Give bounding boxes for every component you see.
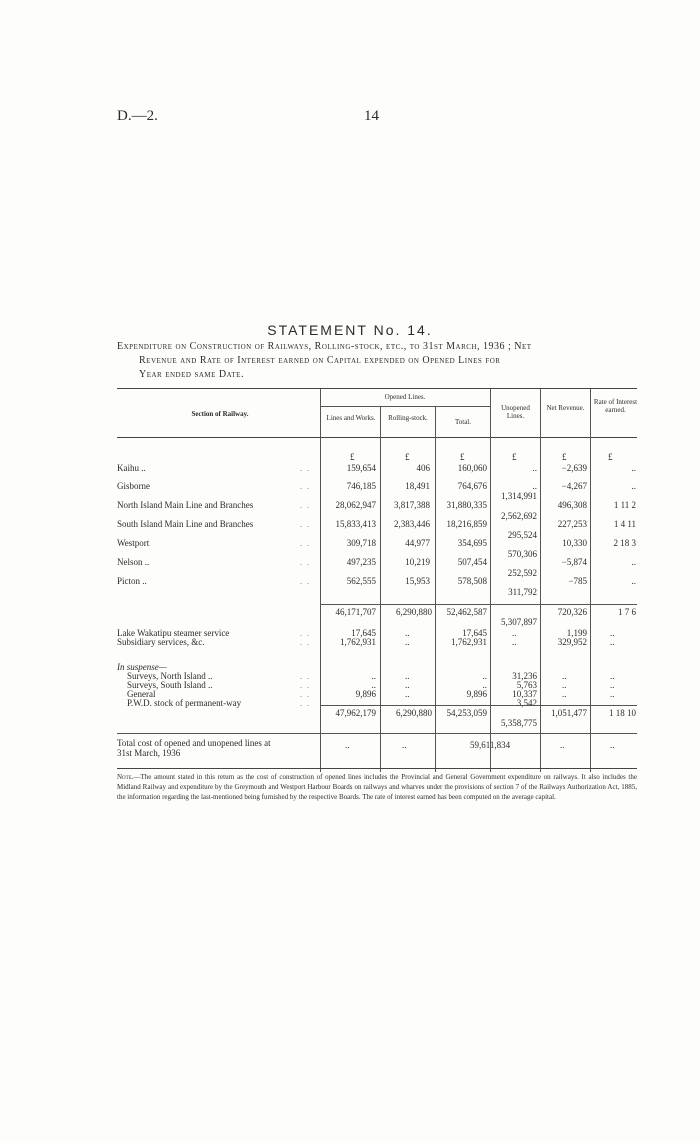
note-label: Note.: [117, 773, 134, 781]
subtitle-line-3: Year ended same Date.: [139, 369, 244, 380]
row-lines-works: 17,645: [351, 628, 376, 638]
row-total: ..: [482, 680, 487, 690]
grand-total-label-2: 31st March, 1936: [117, 748, 181, 758]
row-rolling-stock: ..: [405, 671, 410, 681]
row-total: 764,676: [457, 481, 487, 491]
subtotal-rule: [320, 604, 637, 605]
subtotal1-lw: 46,171,707: [335, 607, 376, 617]
row-total: 578,508: [457, 576, 487, 586]
row-rate: ..: [631, 557, 636, 567]
row-dots: ..: [300, 501, 314, 510]
row-unopened: 311,792: [508, 587, 537, 597]
suspense-label: In suspense—: [117, 662, 167, 672]
row-rolling-stock: 15,953: [405, 576, 430, 586]
grand-total-label-1: Total cost of opened and unopened lines at: [117, 738, 271, 748]
row-unopened: ..: [512, 637, 517, 647]
row-label: Kaihu ..: [117, 463, 146, 473]
row-rate: ..: [631, 463, 636, 473]
pound-sign: £: [608, 452, 613, 462]
row-label: North Island Main Line and Branches: [117, 500, 254, 510]
row-rate: ..: [631, 576, 636, 586]
grand-total-value: 59,611,834: [470, 740, 511, 750]
header-opened: Opened Lines.: [384, 393, 426, 401]
subtotal2-unop: 5,358,775: [501, 718, 537, 728]
subtotal1-unop: 5,307,897: [501, 617, 537, 627]
subtotal1-net: 720,326: [557, 607, 587, 617]
grand-lw: ..: [345, 740, 350, 750]
page-number: 14: [364, 108, 379, 124]
row-unopened: 5,763: [516, 680, 537, 690]
pound-sign: £: [512, 452, 517, 462]
col-divider: [590, 389, 591, 442]
row-label: Westport: [117, 538, 150, 548]
row-rate: ..: [610, 671, 615, 681]
row-dots: ..: [300, 638, 314, 647]
row-label: Lake Wakatipu steamer service: [117, 628, 230, 638]
row-rate: 1 4 11: [613, 519, 636, 529]
pound-sign: £: [562, 452, 567, 462]
row-unopened: 570,306: [507, 549, 537, 559]
row-rate: ..: [610, 689, 615, 699]
row-unopened: ..: [532, 481, 537, 491]
col-divider: [490, 389, 491, 442]
row-rate: ..: [631, 481, 636, 491]
row-total: 354,695: [457, 538, 487, 548]
row-unopened: 252,592: [507, 568, 537, 578]
subtotal2-net: 1,051,477: [551, 708, 587, 718]
header-unopened: Unopened Lines.: [501, 404, 530, 420]
row-dots: ..: [300, 558, 314, 567]
row-dots: ..: [300, 690, 314, 699]
row-unopened: 10,337: [512, 689, 537, 699]
row-total: ..: [482, 698, 487, 708]
row-label: General: [127, 689, 156, 699]
opened-divider: [320, 406, 490, 407]
subtotal2-tot: 54,253,059: [446, 708, 487, 718]
row-rolling-stock: ..: [405, 637, 410, 647]
row-total: 9,896: [466, 689, 487, 699]
header-lines-works: Lines and Works.: [326, 414, 376, 422]
row-net-revenue: −4,267: [561, 481, 587, 491]
row-unopened: ..: [512, 628, 517, 638]
row-total: ..: [482, 671, 487, 681]
row-net-revenue: ..: [562, 689, 567, 699]
note-text: —The amount stated in this return as the cost of construction of opened lines includes the Provincial and General Government expenditure on railways. It also includes the Midland Railway and expenditure by the Greymouth and Westport Harbour Boards on railways and wharves under the provisions of section 7 of the Railways Authorization Act, 1885, the information regarding the last-mentioned being furnished by the respective Boards. The rate of interest earned has been computed on the average capital.: [117, 773, 637, 801]
row-rate: ..: [610, 680, 615, 690]
row-unopened: 295,524: [507, 530, 537, 540]
row-dots: ..: [300, 520, 314, 529]
row-lines-works: 746,185: [346, 481, 376, 491]
row-label: Surveys, South Island ..: [127, 680, 213, 690]
row-unopened: 3,542: [516, 698, 537, 708]
row-lines-works: 9,896: [355, 689, 376, 699]
header-rate: Rate of Interest earned.: [593, 398, 638, 414]
row-total: 160,060: [457, 463, 487, 473]
pound-sign: £: [405, 452, 410, 462]
grand-net: ..: [560, 740, 565, 750]
subtotal2-rs: 6,290,880: [396, 708, 432, 718]
header-section: Section of Railway.: [191, 410, 249, 418]
row-dots: ..: [300, 672, 314, 681]
row-unopened: ..: [532, 463, 537, 473]
row-rolling-stock: 406: [416, 463, 430, 473]
row-dots: ..: [300, 539, 314, 548]
row-lines-works: 159,654: [346, 463, 376, 473]
row-net-revenue: ..: [562, 671, 567, 681]
row-rolling-stock: 44,977: [405, 538, 430, 548]
row-lines-works: 15,833,413: [335, 519, 376, 529]
row-rolling-stock: 3,817,388: [394, 500, 430, 510]
row-lines-works: 497,235: [346, 557, 376, 567]
row-label: South Island Main Line and Branches: [117, 519, 254, 529]
row-net-revenue: −2,639: [561, 463, 587, 473]
grand-rs: ..: [402, 740, 407, 750]
row-rolling-stock: ..: [405, 680, 410, 690]
row-rate: ..: [610, 698, 615, 708]
row-unopened: 1,314,991: [501, 491, 537, 501]
grand-rate: ..: [610, 740, 615, 750]
row-label: Picton ..: [117, 576, 147, 586]
row-rolling-stock: ..: [405, 698, 410, 708]
row-lines-works: 562,555: [346, 576, 376, 586]
row-rate: ..: [610, 628, 615, 638]
row-label: Nelson ..: [117, 557, 150, 567]
row-rolling-stock: 18,491: [405, 481, 430, 491]
row-net-revenue: 1,199: [566, 628, 587, 638]
header-total: Total.: [454, 418, 472, 426]
row-total: 17,645: [462, 628, 487, 638]
row-lines-works: 28,062,947: [335, 500, 376, 510]
footnote: [117, 772, 637, 802]
pound-sign: £: [350, 452, 355, 462]
row-net-revenue: 329,952: [557, 637, 587, 647]
table-bottom-rule: [117, 768, 637, 769]
row-dots: ..: [300, 464, 314, 473]
statement-title: STATEMENT No. 14.: [267, 322, 433, 338]
row-net-revenue: −785: [568, 576, 587, 586]
row-label: Gisborne: [117, 481, 150, 491]
col-divider: [540, 389, 541, 442]
subtotal1-tot: 52,462,587: [446, 607, 487, 617]
row-dots: ..: [300, 699, 314, 708]
row-lines-works: 309,718: [346, 538, 376, 548]
row-lines-works: ..: [371, 698, 376, 708]
header-net-revenue: Net Revenue.: [546, 404, 585, 412]
row-net-revenue: 496,308: [557, 500, 587, 510]
row-total: 1,762,931: [451, 637, 487, 647]
row-net-revenue: ..: [562, 680, 567, 690]
row-lines-works: ..: [371, 671, 376, 681]
row-rolling-stock: ..: [405, 689, 410, 699]
col-divider: [435, 406, 436, 442]
subtotal1-rs: 6,290,880: [396, 607, 432, 617]
subtitle-line-2: Revenue and Rate of Interest earned on Capital expended on Opened Lines for: [139, 355, 501, 366]
subtitle-line-1: Expenditure on Construction of Railways, Rolling-stock, etc., to 31st March, 1936 ; Net: [117, 341, 532, 352]
row-dots: ..: [300, 577, 314, 586]
pound-sign: £: [460, 452, 465, 462]
row-rolling-stock: ..: [405, 628, 410, 638]
row-total: 18,216,859: [446, 519, 487, 529]
row-dots: ..: [300, 681, 314, 690]
row-lines-works: ..: [371, 680, 376, 690]
subtotal2-rate: 1 18 10: [609, 708, 636, 718]
row-rate: 1 11 2: [613, 500, 636, 510]
row-label: P.W.D. stock of permanent-way: [127, 698, 242, 708]
row-net-revenue: 10,330: [562, 538, 587, 548]
row-dots: ..: [300, 482, 314, 491]
row-total: 31,880,335: [446, 500, 487, 510]
grand-total-rule: [117, 733, 637, 734]
row-dots: ..: [300, 629, 314, 638]
col-divider: [380, 406, 381, 442]
subtotal-rule: [320, 705, 637, 706]
row-net-revenue: 227,253: [557, 519, 587, 529]
row-rolling-stock: 10,219: [405, 557, 430, 567]
statement-subtitle: [117, 340, 637, 382]
row-unopened: 31,236: [512, 671, 537, 681]
subtotal2-lw: 47,962,179: [335, 708, 376, 718]
row-total: 507,454: [457, 557, 487, 567]
page-ref: D.—2.: [117, 108, 158, 124]
row-rate: 2 18 3: [613, 538, 636, 548]
row-label: Surveys, North Island ..: [127, 671, 213, 681]
row-unopened: 2,562,692: [501, 511, 537, 521]
row-net-revenue: ..: [562, 698, 567, 708]
row-rolling-stock: 2,383,446: [394, 519, 430, 529]
header-rolling: Rolling-stock.: [388, 414, 428, 422]
row-label: Subsidiary services, &c.: [117, 637, 205, 647]
subtotal1-rate: 1 7 6: [618, 607, 636, 617]
row-rate: ..: [610, 637, 615, 647]
row-net-revenue: −5,874: [561, 557, 587, 567]
row-lines-works: 1,762,931: [340, 637, 376, 647]
